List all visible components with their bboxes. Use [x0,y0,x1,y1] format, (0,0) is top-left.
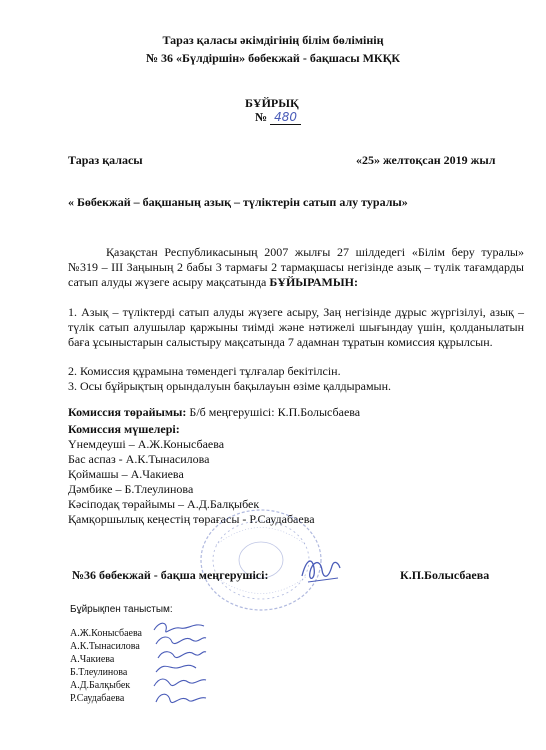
acquainted-name: А.Д.Балқыбек [70,680,131,691]
org-header-line-1: Тараз қаласы әкімдігінің білім бөлімінің [162,33,384,47]
place: Тараз қаласы [68,153,143,167]
commission-member: Дәмбике – Б.Тлеулинова [68,482,194,496]
signature-name: К.П.Болысбаева [400,568,490,582]
order-title: БҰЙРЫҚ [245,96,299,110]
head-signature [298,552,344,588]
order-subject: « Бөбекжай – бақшаның азық – түліктерін сатып алу туралы» [68,195,408,209]
org-header-line-2: № 36 «Бүлдіршін» бөбекжай - бақшасы МКҚК [145,51,401,65]
signature-role: №36 бөбекжай - бақша меңгерушісі: [72,568,269,582]
commission-member: Бас аспаз - А.К.Тынасилова [68,452,210,466]
order-item-2: 2. Комиссия құрамына төмендегі тұлғалар бекітілсін. [68,364,341,378]
staff-signatures [150,618,210,714]
commission-member: Қоймашы – А.Чакиева [68,467,184,481]
preamble-command: БҰЙЫРАМЫН: [269,275,358,289]
acquainted-name: А.Ж.Конысбаева [70,628,142,639]
acquainted-name: А.К.Тынасилова [70,641,140,652]
commission-member: Кәсіподақ төрайымы – А.Д.Балқыбек [68,497,260,511]
commission-member: Қамқоршылық кеңестің төрағасы - Р.Саудабаева [68,512,315,526]
commission-member: Үнемдеуші – А.Ж.Конысбаева [68,437,225,451]
order-item-1: 1. Азық – түліктерді сатып алуды жүзеге асыру, Заң негізінде дұрыс жүргізілуі, азық –түлік сатып алушылар қаржыны тиімді және нәтижелі шығындау үшін, қолданылатын баға ұсыныстарын салыстыру мақсатында 7 адамнан тұратын комиссия құрылсын. [68,305,524,349]
preamble-text: Қазақстан Республикасының 2007 жылғы 27 шілдедегі «Білім беру туралы» №319 – ІІІ Заңының 2 бабы 3 тармағы 2 тармақшасы негізінде азық – түлік тағамдарды сатып алуды жүзеге асыру мақсатында [68,245,524,289]
commission-members-label: Комиссия мүшелері: [68,422,180,436]
order-number-handwritten: 480 [270,110,301,125]
acquainted-name: Б.Тлеулинова [70,667,128,678]
commission-chair-label: Комиссия төрайымы: [68,405,187,419]
acquainted-name: Р.Саудабаева [70,693,125,704]
order-number-prefix: № [255,110,268,124]
commission-chair [68,405,360,420]
order-item-3: 3. Осы бұйрықтың орындалуын бақылауын өзіме қалдырамын. [68,379,392,393]
preamble [68,245,524,290]
order-date: «25» желтоқсан 2019 жыл [356,153,496,167]
acquainted-name: А.Чакиева [70,654,115,665]
order-number [255,110,301,125]
commission-chair-value: Б/б меңгерушісі: К.П.Болысбаева [186,405,361,419]
acquainted-label: Бұйрықпен таныстым: [70,604,173,615]
